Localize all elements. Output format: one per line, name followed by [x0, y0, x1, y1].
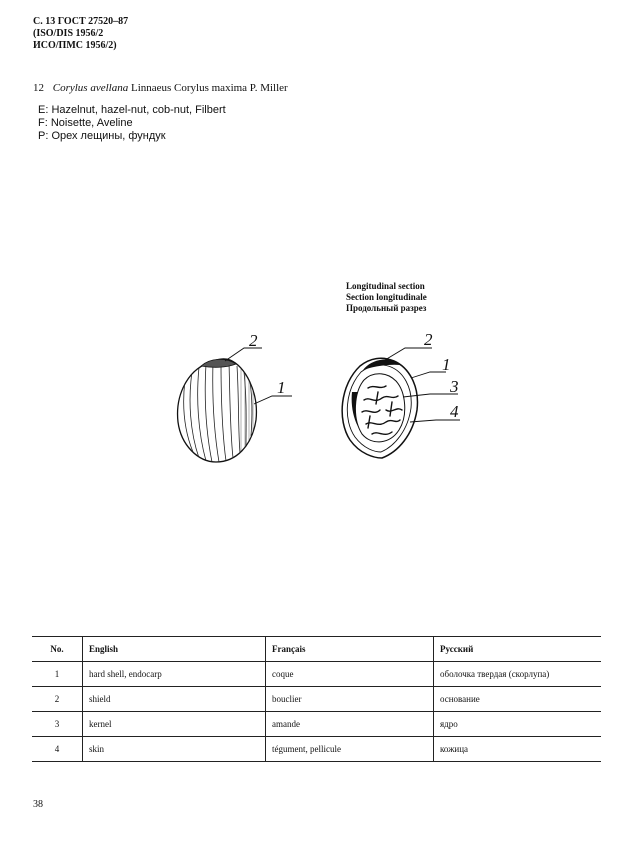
- entry-latin-italic: Corylus avellana: [52, 82, 129, 94]
- table-header-row: [32, 637, 601, 662]
- header-no: No.: [32, 637, 83, 662]
- header-english: English: [83, 637, 266, 662]
- header-russian: Русский: [434, 637, 602, 662]
- cell-english: skin: [83, 737, 266, 762]
- cell-french: amande: [266, 712, 434, 737]
- terms-table: [32, 636, 601, 762]
- callout-right-2: 2: [424, 330, 433, 349]
- cell-french: bouclier: [266, 687, 434, 712]
- name-french: F: Noisette, Aveline: [38, 117, 133, 129]
- whole-nut-drawing: [178, 331, 292, 462]
- header-line-1: С. 13 ГОСТ 27520–87: [33, 16, 129, 27]
- cell-no: 3: [32, 712, 83, 737]
- cell-english: shield: [83, 687, 266, 712]
- name-russian: P: Орех лещины, фундук: [38, 130, 166, 142]
- section-caption-ru: Продольный разрез: [346, 303, 427, 313]
- section-nut-drawing: [342, 330, 460, 458]
- table-row: [32, 662, 601, 687]
- cell-no: 1: [32, 662, 83, 687]
- section-caption-en: Longitudinal section: [346, 281, 425, 291]
- entry-latin-rest: Linnaeus Corylus maxima P. Miller: [130, 82, 288, 94]
- cell-no: 2: [32, 687, 83, 712]
- table-row: [32, 712, 601, 737]
- header-french: Français: [266, 637, 434, 662]
- callout-left-2: 2: [249, 331, 258, 350]
- cell-russian: кожица: [434, 737, 602, 762]
- header-line-2: (ISO/DIS 1956/2: [33, 28, 104, 39]
- name-english: E: Hazelnut, hazel-nut, cob-nut, Filbert: [38, 104, 226, 116]
- cell-french: coque: [266, 662, 434, 687]
- entry-number: 12: [33, 82, 44, 94]
- table-row: [32, 737, 601, 762]
- cell-no: 4: [32, 737, 83, 762]
- cell-russian: оболочка твердая (скорлупа): [434, 662, 602, 687]
- cell-french: tégument, pellicule: [266, 737, 434, 762]
- cell-russian: ядро: [434, 712, 602, 737]
- callout-left-1: 1: [277, 378, 286, 397]
- page-number: 38: [33, 799, 43, 810]
- header-line-3: ИСО/ПМС 1956/2): [33, 40, 117, 51]
- section-caption-fr: Section longitudinale: [346, 292, 427, 302]
- cell-english: hard shell, endocarp: [83, 662, 266, 687]
- table-row: [32, 687, 601, 712]
- cell-russian: основание: [434, 687, 602, 712]
- callout-right-4: 4: [450, 402, 459, 421]
- callout-right-1: 1: [442, 355, 451, 374]
- cell-english: kernel: [83, 712, 266, 737]
- callout-right-3: 3: [450, 377, 459, 396]
